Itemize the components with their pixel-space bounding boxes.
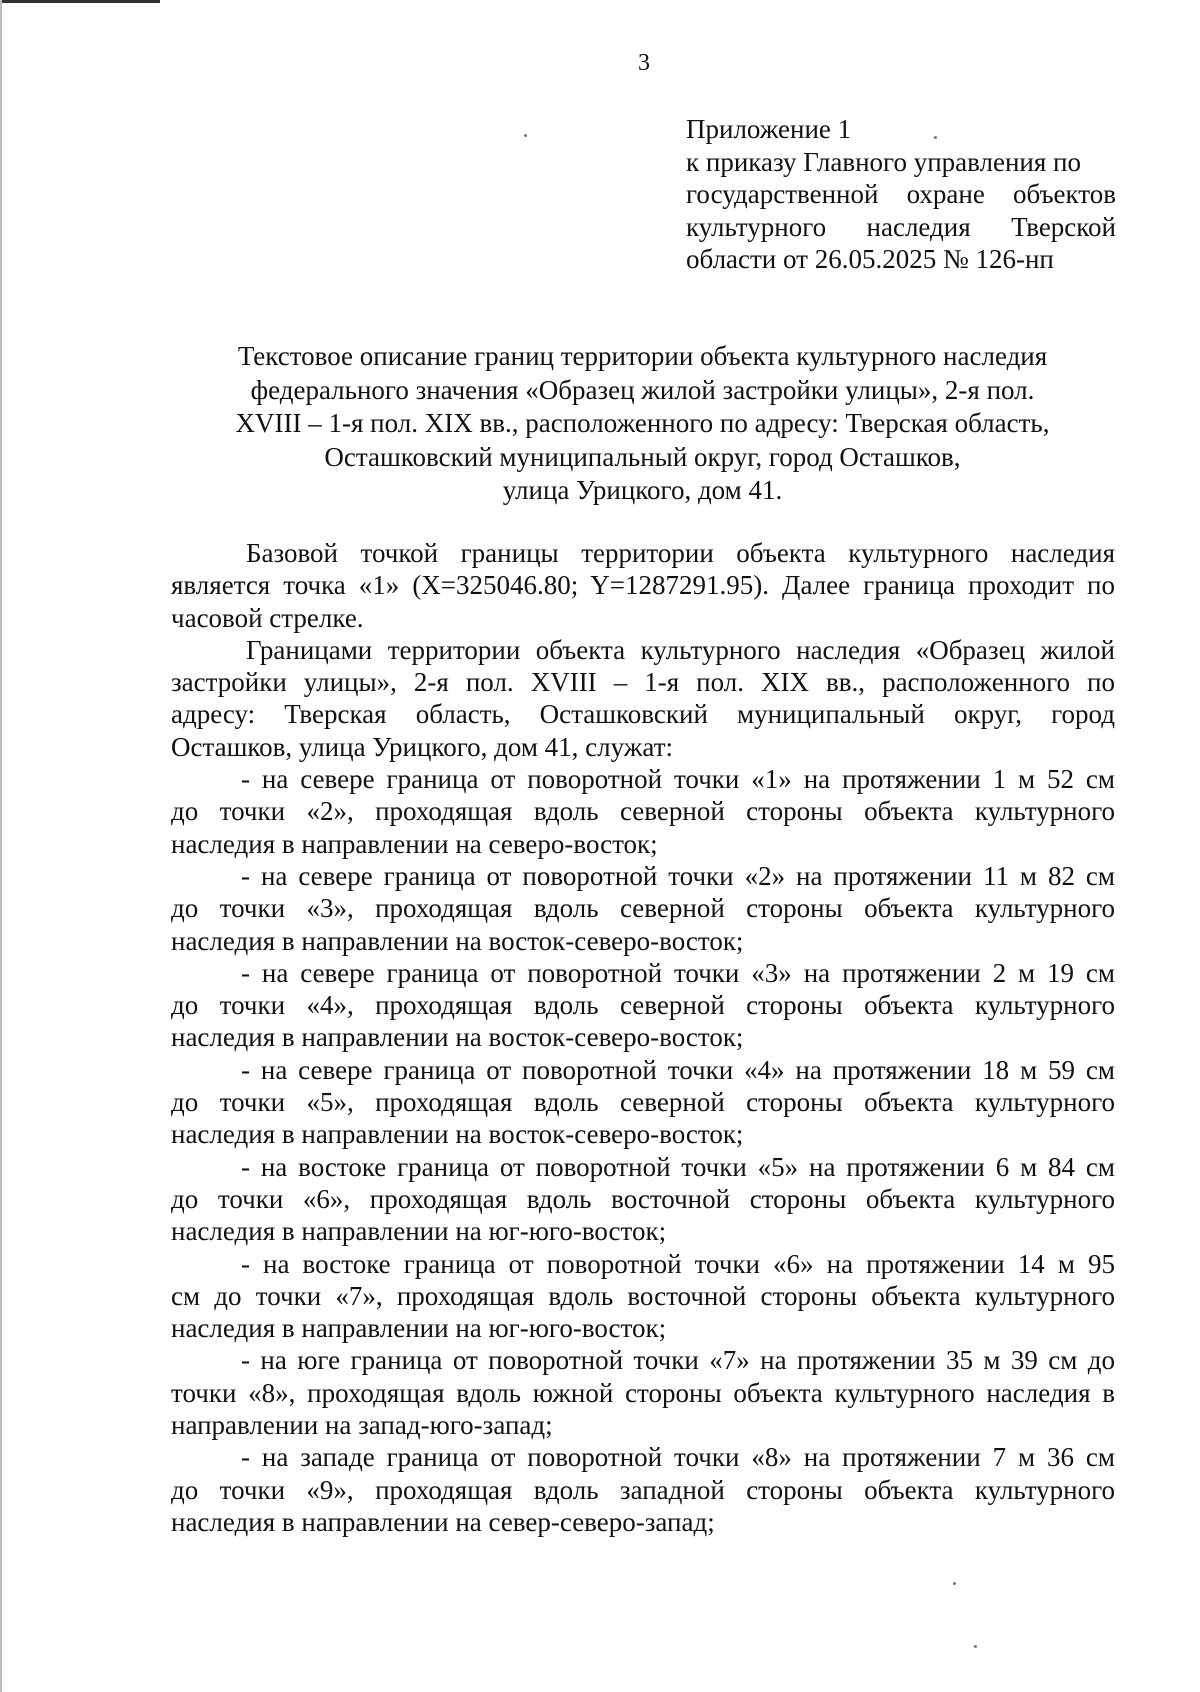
title-line: улица Урицкого, дом 41. — [502, 475, 783, 505]
scan-speck — [934, 136, 937, 139]
body-line: - на севере граница от поворотной точки «4» на протяжении 18 м 59 см — [241, 1054, 1115, 1085]
scan-speck — [974, 1645, 977, 1648]
paragraph-base-point — [171, 537, 1115, 634]
body-line: - на востоке граница от поворотной точки «5» на протяжении 6 м 84 см — [241, 1151, 1115, 1182]
body-line: до точки «5», проходящая вдоль северной стороны объекта культурного — [171, 1087, 1115, 1118]
body-line: наследия в направлении на северо-восток; — [171, 828, 658, 859]
body-line: наследия в направлении на север-северо-запад; — [171, 1506, 715, 1537]
appendix-line: Приложение 1 — [686, 114, 852, 144]
body-line: наследия в направлении на восток-северо-восток; — [171, 925, 744, 956]
appendix-line: к приказу Главного управления по — [686, 146, 1081, 177]
list-item — [171, 1054, 1115, 1151]
list-item — [171, 1151, 1115, 1248]
body-line: наследия в направлении на восток-северо-восток; — [171, 1022, 744, 1053]
body-line: - на севере граница от поворотной точки «3» на протяжении 2 м 19 см — [241, 957, 1115, 988]
body-line: до точки «9», проходящая вдоль западной стороны объекта культурного — [171, 1474, 1115, 1505]
body-line: является точка «1» (X=325046.80; Y=1287291.95). Далее граница проходит по — [171, 570, 1115, 601]
list-item — [171, 763, 1115, 860]
list-item — [171, 1441, 1115, 1538]
body-line: до точки «2», проходящая вдоль северной стороны объекта культурного — [171, 796, 1115, 827]
body-line: до точки «4», проходящая вдоль северной стороны объекта культурного — [171, 990, 1115, 1021]
scan-edge-top — [0, 0, 160, 3]
document-title — [170, 340, 1115, 508]
appendix-line: государственной охране объектов — [686, 179, 1116, 209]
body-line: - на востоке граница от поворотной точки «6» на протяжении 14 м 95 — [241, 1248, 1115, 1279]
body-line: см до точки «7», проходящая вдоль восточной стороны объекта культурного — [171, 1280, 1115, 1311]
title-line: XVIII – 1-я пол. XIX вв., расположенного по адресу: Тверская область, — [235, 408, 1050, 438]
body-line: наследия в направлении на юг-юго-восток; — [171, 1216, 667, 1247]
body-line: наследия в направлении на юг-юго-восток; — [171, 1313, 667, 1344]
body-line: - на севере граница от поворотной точки «2» на протяжении 11 м 82 см — [241, 860, 1115, 891]
list-item — [171, 1344, 1115, 1441]
body-line: до точки «3», проходящая вдоль северной стороны объекта культурного — [171, 893, 1115, 924]
body-line: - на юге граница от поворотной точки «7» на протяжении 35 м 39 см до — [241, 1345, 1115, 1376]
appendix-line: культурного наследия Тверской — [686, 211, 1116, 242]
scan-speck — [953, 1582, 956, 1585]
body-line: до точки «6», проходящая вдоль восточной стороны объекта культурного — [171, 1183, 1115, 1214]
appendix-line: области от 26.05.2025 № 126-нп — [686, 244, 1054, 274]
body-line: - на западе граница от поворотной точки «8» на протяжении 7 м 36 см — [241, 1442, 1115, 1473]
body-line: наследия в направлении на восток-северо-восток; — [171, 1119, 744, 1150]
body-line: Осташков, улица Урицкого, дом 41, служат: — [171, 731, 673, 762]
scan-speck — [524, 134, 527, 137]
title-line: Текстовое описание границ территории объекта культурного наследия — [237, 341, 1048, 371]
title-line: федерального значения «Образец жилой застройки улицы», 2-я пол. — [250, 374, 1035, 405]
document-body — [171, 537, 1115, 1538]
body-line: часовой стрелке. — [171, 602, 364, 633]
title-line: Осташковский муниципальный округ, город Осташков, — [324, 441, 961, 472]
body-line: направлении на запад-юго-запад; — [171, 1410, 553, 1441]
paragraph-boundaries-intro — [171, 634, 1115, 763]
list-item — [171, 957, 1115, 1054]
appendix-block — [686, 113, 1116, 276]
scan-edge-left — [0, 0, 2, 1692]
list-item — [171, 1248, 1115, 1345]
body-line: Базовой точкой границы территории объекта культурного наследия — [246, 538, 1115, 568]
body-line: застройки улицы», 2-я пол. XVIII – 1-я пол. XIX вв., расположенного по — [171, 667, 1115, 698]
body-line: - на севере граница от поворотной точки «1» на протяжении 1 м 52 см — [241, 764, 1115, 795]
body-line: адресу: Тверская область, Осташковский муниципальный округ, город — [171, 699, 1115, 730]
list-item — [171, 860, 1115, 957]
page-number: 3 — [638, 50, 650, 76]
body-line: точки «8», проходящая вдоль южной стороны объекта культурного наследия в — [171, 1377, 1115, 1408]
body-line: Границами территории объекта культурного наследия «Образец жилой — [246, 634, 1115, 665]
